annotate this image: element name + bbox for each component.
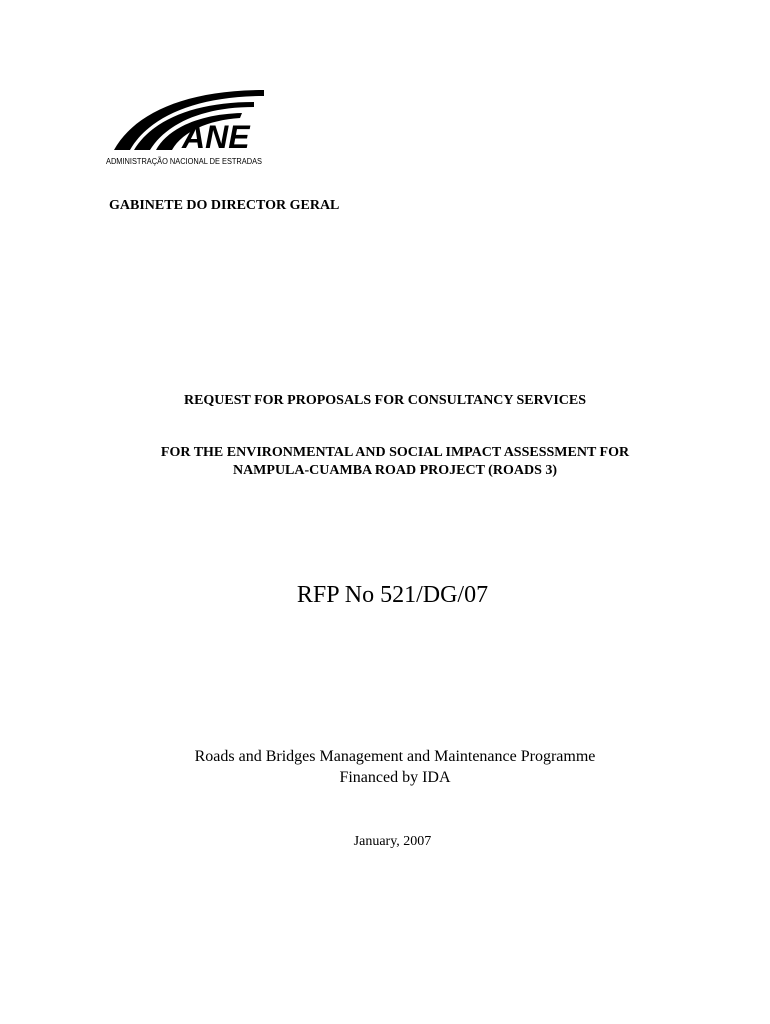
- ane-logo-graphic: [104, 84, 274, 170]
- programme-line-2: Financed by IDA: [339, 769, 451, 786]
- logo-wordmark: ANE: [182, 119, 250, 155]
- office-heading: GABINETE DO DIRECTOR GERAL: [109, 198, 340, 213]
- rfp-number: RFP No 521/DG/07: [296, 582, 489, 608]
- purpose-line-2: NAMPULA-CUAMBA ROAD PROJECT (ROADS 3): [232, 463, 558, 478]
- programme-line-1: Roads and Bridges Management and Maintenance Programme: [194, 748, 596, 765]
- document-date: January, 2007: [353, 834, 432, 849]
- request-title: REQUEST FOR PROPOSALS FOR CONSULTANCY SERVICES: [183, 393, 587, 408]
- ane-logo: [104, 84, 274, 170]
- logo-tagline: ADMINISTRAÇÃO NACIONAL DE ESTRADAS: [106, 157, 262, 166]
- programme-block: [0, 746, 770, 788]
- purpose-line-1: FOR THE ENVIRONMENTAL AND SOCIAL IMPACT ASSESSMENT FOR: [160, 445, 630, 460]
- purpose-heading: [0, 444, 770, 480]
